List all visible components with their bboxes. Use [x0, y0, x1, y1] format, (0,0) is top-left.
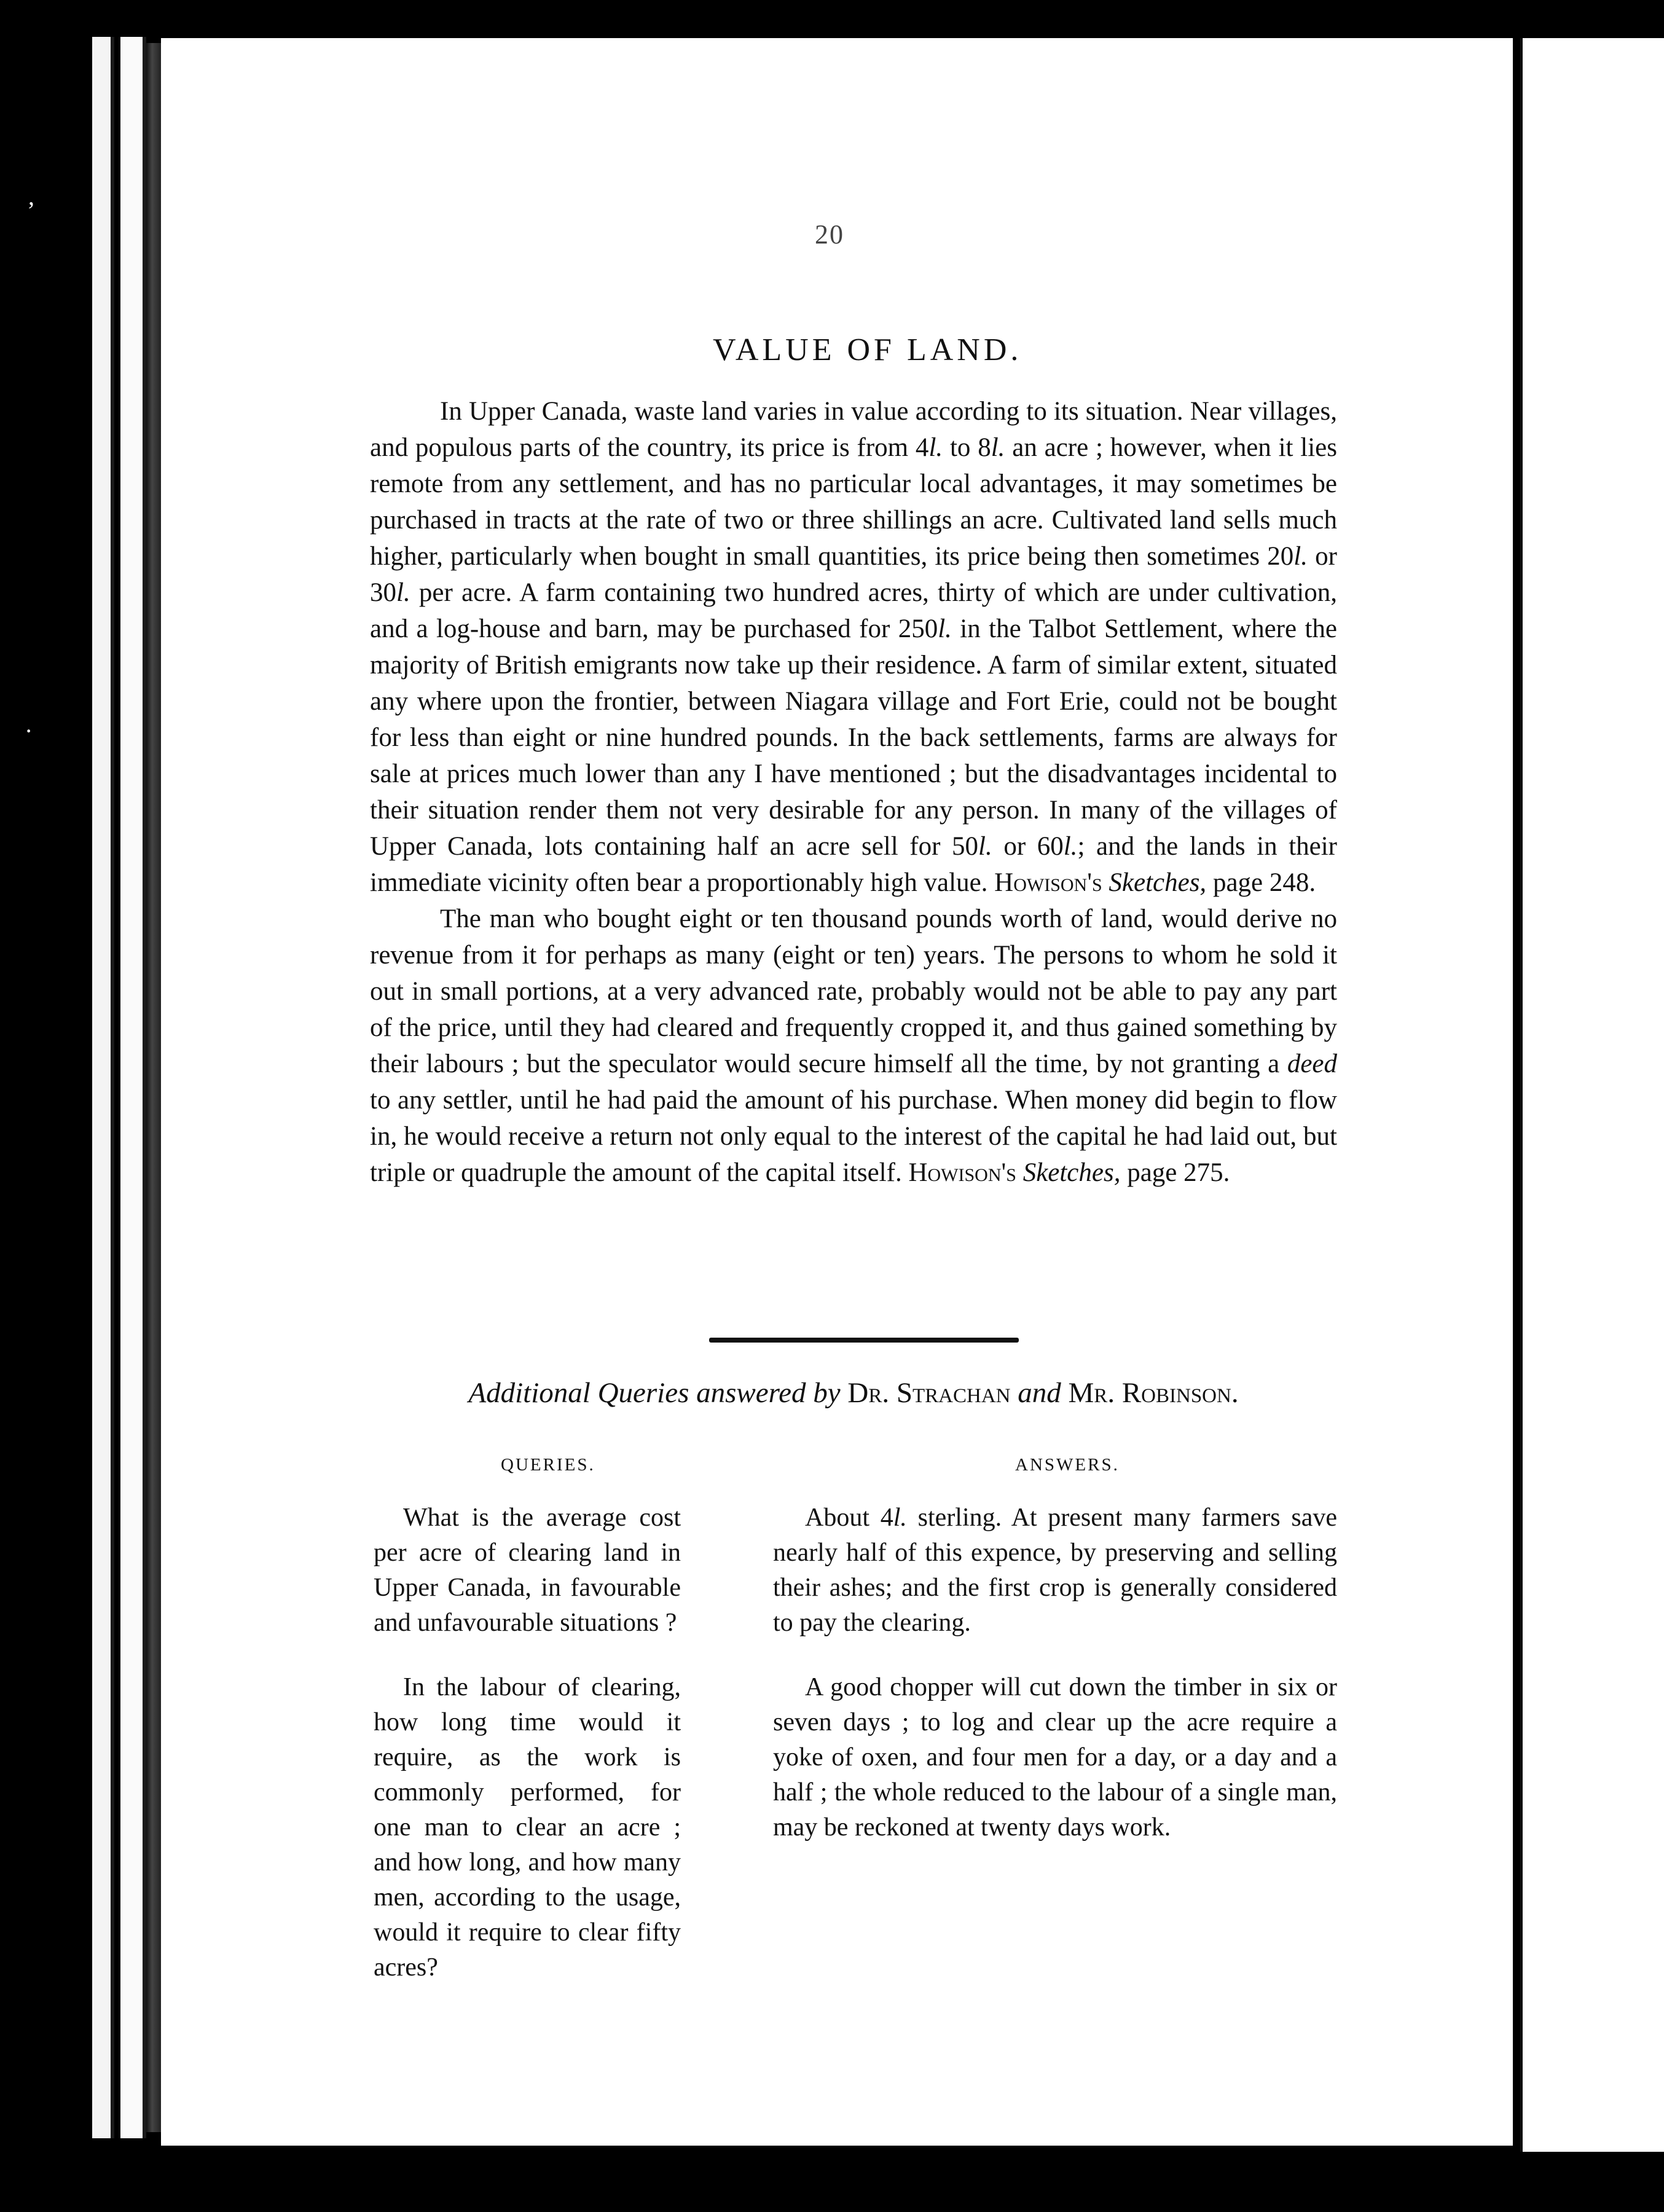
small-caps-text-run: Howison's — [994, 868, 1102, 897]
italic-text-run: l. — [396, 578, 410, 607]
text-run: page 248. — [1206, 868, 1316, 897]
italic-text-run: Sketches, — [1109, 868, 1207, 897]
text-run: In Upper Canada, waste land varies in value according to its situation. Near villages, and populous parts of the country, its price is from 4 — [370, 397, 1337, 462]
italic-text-run: l. — [893, 1504, 907, 1532]
italic-text-run: l. — [1293, 542, 1308, 571]
italic-text-run: Sketches, — [1022, 1158, 1121, 1187]
answer-text — [773, 1670, 1337, 1845]
respondent-name: Mr. Robinson. — [1068, 1377, 1239, 1409]
text-run: The man who bought eight or ten thousand pounds worth of land, would derive no revenue from it for perhaps as many (eight or ten) years. The persons to whom he sold it out in small portions, at a very advanced rate, probably would not be able to pay any part of the price, until they had cleared and frequently cropped it, and thus gained something by their labours ; but the speculator would secure himself all the time, by not granting a — [370, 904, 1337, 1078]
italic-text-run: l. — [928, 433, 943, 462]
page-stack-edge — [92, 37, 114, 2138]
text-run — [1102, 868, 1109, 897]
page-number: 20 — [815, 219, 844, 249]
text-run: per acre. A farm containing two hundred acres, thirty of which are under cultivation, and a log-house and barn, may be purchased for 250 — [370, 578, 1337, 643]
paragraph — [370, 393, 1337, 901]
facing-page-edge — [1520, 38, 1664, 2152]
text-run: A good chopper will cut down the timber in six or seven days ; to log and clear up the acre require a yoke of oxen, and four men for a day, or a day and a half ; the whole reduced to the labour of a single man, may be reckoned at twenty days work. — [773, 1673, 1337, 1841]
text-run: in the Talbot Settlement, where the majority of British emigrants now take up their residence. A farm of similar extent, situated any where upon the frontier, between Niagara village and Fort Erie, could not be bought for less than eight or nine hundred pounds. In the back settlements, farms are always for sale at prices much lower than any I have mentioned ; but the disadvantages incidental to their situation render them not very desirable for any person. In many of the villages of Upper Canada, lots containing half an acre sell for 50 — [370, 614, 1338, 861]
section-title: VALUE OF LAND. — [713, 332, 1022, 367]
query-text: What is the average cost per acre of clearing land in Upper Canada, in favourable and unfavourable situations ? — [374, 1504, 681, 1637]
italic-text-run: deed — [1287, 1049, 1337, 1078]
body-text — [370, 393, 1337, 1191]
text-run: or 30 — [370, 542, 1337, 607]
italic-text-run: l. — [1063, 832, 1078, 861]
small-caps-text-run: Howison's — [908, 1158, 1016, 1187]
text-run: to any settler, until he had paid the amount of his purchase. When money did begin to flow in, he would receive a return not only equal to the interest of the capital he had laid out, but triple or quadruple the amount of the capital itself. — [370, 1086, 1337, 1187]
text-run: sterling. At present many farmers save nearly half of this expence, by preserving and selling their ashes; and the first crop is generally considered to pay the clearing. — [773, 1504, 1338, 1637]
queries-heading — [370, 1376, 1337, 1410]
query-text: In the labour of clearing, how long time would it require, as the work is commonly performed, for one man to clear an acre ; and how long, and how many men, according to the usage, would it require to clear fifty acres? — [374, 1673, 681, 1982]
italic-text-run: l. — [938, 614, 952, 643]
margin-speck: · — [25, 717, 33, 745]
answers-column-header: ANSWERS. — [1015, 1455, 1120, 1475]
section-divider-rule — [709, 1338, 1019, 1343]
text-run: ; and the lands in their immediate vicinity often bear a proportionably high value. — [370, 832, 1337, 897]
page-stack-edge — [120, 37, 146, 2138]
text-run: page 275. — [1120, 1158, 1230, 1187]
text-run: an acre ; however, when it lies remote from any settlement, and has no particular local advantages, it may sometimes be purchased in tracts at the rate of two or three shillings an acre. Cultivated land sells much higher, particularly when bought in small quantities, its price being then sometimes 20 — [370, 433, 1338, 571]
text-run — [1016, 1158, 1023, 1187]
queries-heading-text: and — [1010, 1377, 1069, 1409]
queries-heading-text: Additional Queries answered by — [468, 1377, 848, 1409]
text-run: About 4 — [805, 1504, 893, 1532]
text-run: or 60 — [992, 832, 1064, 861]
respondent-name: Dr. Strachan — [847, 1377, 1011, 1409]
text-run: to 8 — [943, 433, 991, 462]
italic-text-run: l. — [991, 433, 1005, 462]
answer-text — [773, 1500, 1337, 1641]
queries-column-header: QUERIES. — [501, 1455, 595, 1475]
margin-speck: ‚ — [27, 182, 36, 210]
book-binding-shadow — [146, 43, 161, 2132]
italic-text-run: l. — [978, 832, 992, 861]
paragraph — [370, 901, 1337, 1191]
